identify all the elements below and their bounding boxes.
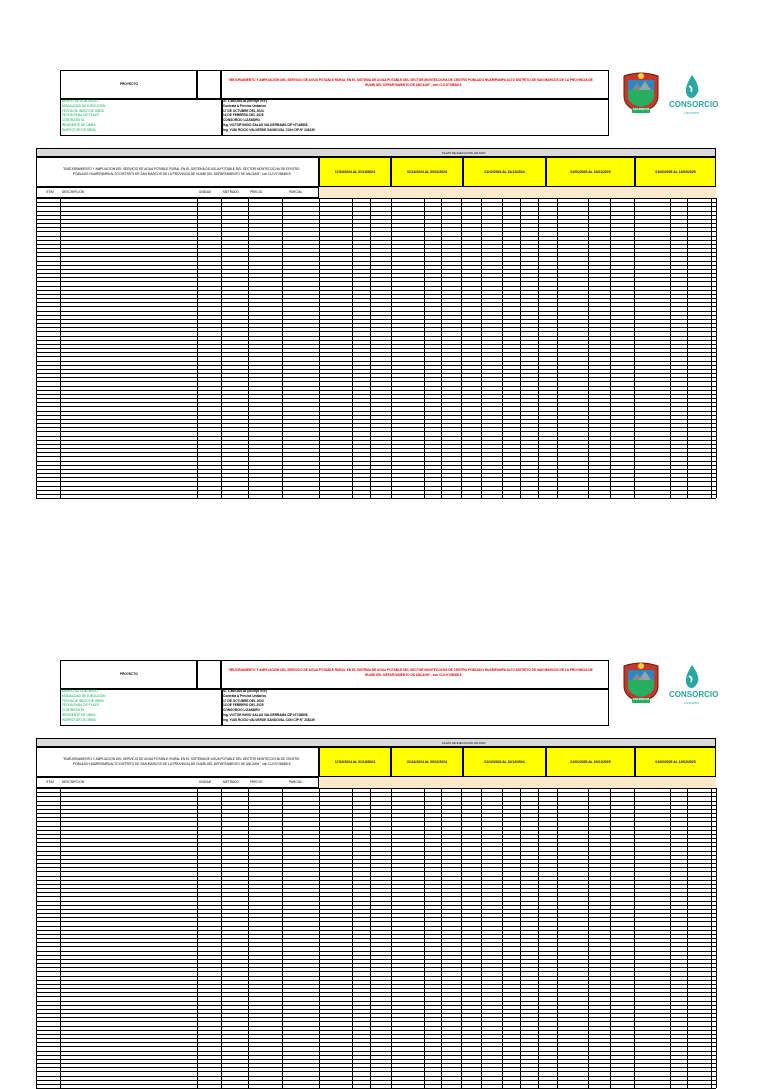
column-header: PRECIO (250, 190, 263, 194)
subtitle-line1: "EMEJORAMIENTO Y AMPLIACION DEL SERVICIO DE AGUA POTABLE RURAL EN EL SISTEMA DE AGUA POTABLE DEL SECTOR MONTECOCHA DE CENTRO (63, 167, 300, 171)
grid-row-line (36, 311, 716, 312)
info-value: 13 DE FEBRERO DEL 2025 (223, 703, 264, 708)
grid-row-line (36, 901, 716, 902)
grid-col-line (197, 198, 198, 498)
grid-col-line (248, 788, 249, 1088)
grid-col-line (610, 198, 611, 498)
grid-row-line (36, 315, 716, 316)
grid-row-line (36, 863, 716, 864)
column-header: UNIDAD (199, 190, 212, 194)
grid-col-line (370, 788, 371, 1088)
info-value: 13 DE FEBRERO DEL 2025 (223, 113, 264, 118)
proyecto-label: PROYECTO (120, 672, 138, 676)
grid-row-line (36, 202, 716, 203)
grid-row-line (36, 340, 716, 341)
info-label: FECHA DE INICIO DE OBRA (62, 698, 104, 703)
period-header: 01/02/2025 AL 13/02/2025 (635, 157, 716, 187)
grid-row-line (36, 481, 716, 482)
subtitle-cell (36, 747, 319, 777)
grid-col-line (319, 198, 320, 498)
period-header: 01/01/2025 AL 31/01/2025 (546, 747, 635, 777)
info-label: INSPECTOR DE OBRA (62, 717, 96, 722)
grid-row-line (36, 821, 716, 822)
grid-row-line (36, 976, 716, 977)
grid-row-line (36, 369, 716, 370)
info-value: Ing. VICTOR INIGO SALAS VALDERRAMA CIP N°136808 (223, 713, 308, 717)
grid-col-line (502, 198, 503, 498)
grid-row-line (36, 261, 716, 262)
crest-label: SAN MARCOS (633, 108, 650, 111)
grid-row-line (36, 809, 716, 810)
grid-row-line (36, 938, 716, 939)
project-title-line2: HUARI DEL DEPARTAMENTO DE ANCASH", con CUI N°2563819 (365, 673, 462, 677)
grid-col-line (588, 198, 589, 498)
column-header: PARCIAL (289, 190, 303, 194)
info-value: 17 DE OCTUBRE DEL 2024 (223, 108, 264, 113)
info-value: S/. 1,869,308.83 (Incluye IGV) (223, 689, 267, 693)
grid-col-line (538, 788, 539, 1088)
grid-row-line (36, 406, 716, 407)
municipal-crest-logo (620, 70, 662, 114)
grid-row-line (36, 498, 716, 499)
column-header: DESCRIPCION (62, 190, 85, 194)
grid-col-line (557, 198, 558, 498)
info-label: FECHA FINAL DE PLAZO (62, 703, 100, 708)
grid-col-line (670, 788, 671, 1088)
grid-row-line (36, 244, 716, 245)
grid-row-line (36, 477, 716, 478)
column-header: UNIDAD (199, 780, 212, 784)
grid-row-line (36, 880, 716, 881)
info-value: S/. 1,869,308.83 (Incluye IGV) (223, 99, 267, 103)
info-label: MODALIDAD DE EJECUCION (62, 103, 106, 108)
grid-row-line (36, 951, 716, 952)
grid-row-line (36, 992, 716, 993)
grid-row-line (36, 319, 716, 320)
grid-row-line (36, 1021, 716, 1022)
grid-row-line (36, 390, 716, 391)
grid-row-line (36, 851, 716, 852)
grid-row-line (36, 859, 716, 860)
grid-row-line (36, 1084, 716, 1085)
column-header: PARCIAL (289, 780, 303, 784)
project-title-cell (221, 660, 609, 689)
grid-col-line (670, 198, 671, 498)
grid-row-line (36, 988, 716, 989)
info-label: FECHA FINAL DE PLAZO (62, 113, 100, 118)
info-value: Ing. YUDI ROCIO VALVERDE SANDOVAL CON CIP N° 238139 (223, 127, 315, 132)
grid-row-line (36, 386, 716, 387)
grid-row-line (36, 465, 716, 466)
info-label: FECHA DE INICIO DE OBRA (62, 108, 104, 113)
grid-col-line (557, 788, 558, 1088)
grid-col-line (424, 198, 425, 498)
grid-row-line (36, 1017, 716, 1018)
grid-row-line (36, 955, 716, 956)
consorcio-logo (667, 70, 717, 118)
grid-row-line (36, 344, 716, 345)
grid-row-line (36, 381, 716, 382)
grid-row-line (36, 855, 716, 856)
grid-row-line (36, 302, 716, 303)
grid-col-line (391, 788, 392, 1088)
grid-row-line (36, 227, 716, 228)
grid-row-line (36, 277, 716, 278)
grid-row-line (36, 1034, 716, 1035)
grid-row-line (36, 846, 716, 847)
grid-row-line (36, 327, 716, 328)
grid-row-line (36, 788, 716, 789)
grid-row-line (36, 1026, 716, 1027)
grid-col-line (520, 788, 521, 1088)
grid-row-line (36, 419, 716, 420)
info-value: Ing. VICTOR INIGO SALAS VALDERRAMA CIP N°136808 (223, 123, 308, 127)
grid-row-line (36, 269, 716, 270)
spacer-cell (197, 660, 221, 689)
grid-row-line (36, 967, 716, 968)
grid-col-line (711, 198, 712, 498)
grid-row-line (36, 813, 716, 814)
consorcio-logo (667, 660, 717, 708)
grid-col-line (481, 788, 482, 1088)
grid-row-line (36, 440, 716, 441)
period-header: 01/12/2024 AL 31/12/2024 (463, 747, 546, 777)
spacer-cell (197, 70, 221, 99)
grid-row-line (36, 252, 716, 253)
grid-col-line (248, 198, 249, 498)
info-value: 17 DE OCTUBRE DEL 2024 (223, 698, 264, 703)
grid-col-line (221, 788, 222, 1088)
column-header: METRADO (223, 190, 239, 194)
grid-row-line (36, 494, 716, 495)
grid-col-line (352, 788, 353, 1088)
grid-col-line (319, 788, 320, 1088)
info-label: CONTRATISTA (62, 118, 85, 123)
grid-row-line (36, 431, 716, 432)
grid-row-line (36, 834, 716, 835)
grid-row-line (36, 486, 716, 487)
info-label: RESIDENTE DE OBRA (62, 123, 96, 127)
grid-col-line (441, 788, 442, 1088)
info-value: Contrata A Precios Unitarios (223, 103, 267, 108)
grid-row-line (36, 884, 716, 885)
grid-row-line (36, 913, 716, 914)
grid-row-line (36, 223, 716, 224)
grid-row-line (36, 888, 716, 889)
consorcio-sub: LIZANDRO (684, 701, 700, 705)
grid-col-line (391, 198, 392, 498)
grid-row-line (36, 805, 716, 806)
grid-col-line (221, 198, 222, 498)
column-header: ITEM (46, 780, 54, 784)
proyecto-cell (60, 70, 197, 99)
grid-row-line (36, 490, 716, 491)
grid-row-line (36, 290, 716, 291)
grid-col-line (36, 788, 37, 1088)
orange-header-strip (319, 777, 716, 788)
info-label: CONTRATISTA (62, 708, 85, 713)
grid-row-line (36, 930, 716, 931)
grid-row-line (36, 830, 716, 831)
info-value: CONSORCIO LIZANDRO (223, 118, 261, 123)
grid-row-line (36, 356, 716, 357)
grid-row-line (36, 423, 716, 424)
grid-row-line (36, 402, 716, 403)
grid-row-line (36, 256, 716, 257)
grid-row-line (36, 361, 716, 362)
grid-col-line (481, 198, 482, 498)
grid-row-line (36, 942, 716, 943)
info-label: INSPECTOR DE OBRA (62, 127, 96, 132)
column-header: PRECIO (250, 780, 263, 784)
grid-row-line (36, 980, 716, 981)
grid-row-line (36, 1080, 716, 1081)
plazo-band (36, 148, 716, 157)
consorcio-name: CONSORCIO (669, 100, 719, 109)
grid-row-line (36, 298, 716, 299)
consorcio-sub: LIZANDRO (684, 111, 700, 115)
grid-col-line (610, 788, 611, 1088)
grid-col-line (716, 788, 717, 1088)
info-value: CONSORCIO LIZANDRO (223, 708, 261, 713)
grid-row-line (36, 281, 716, 282)
grid-row-line (36, 792, 716, 793)
grid-col-line (520, 198, 521, 498)
grid-row-line (36, 934, 716, 935)
grid-row-line (36, 842, 716, 843)
project-title-cell (221, 70, 609, 99)
grid-col-line (711, 788, 712, 1088)
grid-row-line (36, 206, 716, 207)
grid-col-line (370, 198, 371, 498)
grid-row-line (36, 286, 716, 287)
period-header: 01/11/2024 AL 30/11/2024 (391, 157, 463, 187)
grid-row-line (36, 905, 716, 906)
grid-row-line (36, 796, 716, 797)
water-drop-icon (682, 74, 702, 100)
subtitle-cell (36, 157, 319, 187)
grid-row-line (36, 876, 716, 877)
grid-row-line (36, 469, 716, 470)
grid-col-line (60, 788, 61, 1088)
grid-row-line (36, 461, 716, 462)
grid-row-line (36, 215, 716, 216)
grid-row-line (36, 984, 716, 985)
grid-row-line (36, 411, 716, 412)
grid-row-line (36, 871, 716, 872)
info-label: MONTO DE CONTRATO (62, 689, 98, 693)
grid-row-line (36, 917, 716, 918)
grid-col-line (634, 788, 635, 1088)
grid-row-line (36, 946, 716, 947)
plazo-band (36, 738, 716, 747)
grid-row-line (36, 273, 716, 274)
info-label: MONTO DE CONTRATO (62, 99, 98, 103)
schedule-grid (36, 788, 716, 1088)
grid-col-line (36, 198, 37, 498)
grid-row-line (36, 1059, 716, 1060)
grid-row-line (36, 336, 716, 337)
grid-row-line (36, 1055, 716, 1056)
proyecto-cell (60, 660, 197, 689)
period-header: 01/01/2025 AL 31/01/2025 (546, 157, 635, 187)
grid-row-line (36, 448, 716, 449)
grid-row-line (36, 817, 716, 818)
grid-row-line (36, 365, 716, 366)
grid-col-line (588, 788, 589, 1088)
subtitle-line2: POBLADO HUARIPAMPA ALTO DISTRITO DE SAN MARCOS DE LA PROVINCIA DE HUARI DEL DEPARTAMENTO DE ANCASH", con CUI N°2563819 (73, 762, 291, 766)
grid-col-line (461, 198, 462, 498)
grid-col-line (634, 198, 635, 498)
grid-row-line (36, 1063, 716, 1064)
subtitle-line2: POBLADO HUARIPAMPA ALTO DISTRITO DE SAN MARCOS DE LA PROVINCIA DE HUARI DEL DEPARTAMENTO DE ANCASH", con CUI N°2563819 (73, 172, 291, 176)
grid-row-line (36, 377, 716, 378)
grid-row-line (36, 427, 716, 428)
info-label: RESIDENTE DE OBRA (62, 713, 96, 717)
grid-row-line (36, 1042, 716, 1043)
grid-row-line (36, 248, 716, 249)
subtitle-line1: "EMEJORAMIENTO Y AMPLIACION DEL SERVICIO DE AGUA POTABLE RURAL EN EL SISTEMA DE AGUA POTABLE DEL SECTOR MONTECOCHA DE CENTRO (63, 757, 300, 761)
grid-row-line (36, 892, 716, 893)
period-header: 01/11/2024 AL 30/11/2024 (391, 747, 463, 777)
grid-row-line (36, 1067, 716, 1068)
grid-col-line (538, 198, 539, 498)
project-title-line2: HUARI DEL DEPARTAMENTO DE ANCASH", con CUI N°2563819 (365, 83, 462, 87)
period-header: 17/10/2024 AL 31/10/2024 (319, 157, 391, 187)
grid-row-line (36, 959, 716, 960)
grid-col-line (716, 198, 717, 498)
grid-row-line (36, 838, 716, 839)
info-value: Ing. YUDI ROCIO VALVERDE SANDOVAL CON CIP N° 238139 (223, 717, 315, 722)
grid-row-line (36, 1009, 716, 1010)
grid-row-line (36, 801, 716, 802)
grid-row-line (36, 306, 716, 307)
project-title-line1: "MEJORAMIENTO Y AMPLIACION DEL SERVICIO DE AGUA POTABLE RURAL EN EL SISTEMA DE AGUA POTABLE DEL SECTOR MONTECOCHA DE CENTRO POBLADO HUARIPAMPA ALTO DISTRITO DE SAN MARCOS DE LA PROVINCIA DE (228, 78, 593, 82)
grid-col-line (282, 198, 283, 498)
municipal-crest-logo (620, 660, 662, 704)
period-header: 17/10/2024 AL 31/10/2024 (319, 747, 391, 777)
grid-col-line (687, 198, 688, 498)
grid-row-line (36, 394, 716, 395)
grid-row-line (36, 996, 716, 997)
grid-row-line (36, 331, 716, 332)
plazo-label: PLAZO DE EJECUCION 120 DIAS (442, 151, 486, 155)
info-block (60, 99, 609, 136)
grid-row-line (36, 1030, 716, 1031)
period-header: 01/02/2025 AL 13/02/2025 (635, 747, 716, 777)
grid-row-line (36, 473, 716, 474)
period-header: 01/12/2024 AL 31/12/2024 (463, 157, 546, 187)
grid-row-line (36, 456, 716, 457)
grid-row-line (36, 373, 716, 374)
grid-col-line (352, 198, 353, 498)
grid-row-line (36, 444, 716, 445)
info-block (60, 689, 609, 726)
grid-col-line (424, 788, 425, 1088)
grid-row-line (36, 926, 716, 927)
grid-row-line (36, 323, 716, 324)
grid-row-line (36, 971, 716, 972)
grid-row-line (36, 211, 716, 212)
info-label: MODALIDAD DE EJECUCION (62, 693, 106, 698)
orange-header-strip (319, 187, 716, 198)
water-drop-icon (682, 664, 702, 690)
grid-row-line (36, 909, 716, 910)
grid-row-line (36, 236, 716, 237)
grid-row-line (36, 348, 716, 349)
consorcio-name: CONSORCIO (669, 690, 719, 699)
grid-row-line (36, 436, 716, 437)
grid-col-line (282, 788, 283, 1088)
grid-col-line (60, 198, 61, 498)
grid-row-line (36, 1046, 716, 1047)
grid-row-line (36, 1051, 716, 1052)
grid-row-line (36, 415, 716, 416)
grid-col-line (461, 788, 462, 1088)
grid-row-line (36, 452, 716, 453)
proyecto-label: PROYECTO (120, 82, 138, 86)
grid-row-line (36, 294, 716, 295)
schedule-grid (36, 198, 716, 498)
grid-col-line (197, 788, 198, 1088)
grid-row-line (36, 867, 716, 868)
grid-row-line (36, 1005, 716, 1006)
grid-col-line (687, 788, 688, 1088)
column-header: DESCRIPCION (62, 780, 85, 784)
grid-row-line (36, 896, 716, 897)
grid-row-line (36, 352, 716, 353)
grid-row-line (36, 826, 716, 827)
grid-row-line (36, 963, 716, 964)
plazo-label: PLAZO DE EJECUCION 120 DIAS (442, 741, 486, 745)
grid-row-line (36, 1001, 716, 1002)
info-value: Contrata A Precios Unitarios (223, 693, 267, 698)
grid-row-line (36, 1038, 716, 1039)
grid-row-line (36, 219, 716, 220)
grid-col-line (441, 198, 442, 498)
column-header: ITEM (46, 190, 54, 194)
project-title-line1: "MEJORAMIENTO Y AMPLIACION DEL SERVICIO DE AGUA POTABLE RURAL EN EL SISTEMA DE AGUA POTABLE DEL SECTOR MONTECOCHA DE CENTRO POBLADO HUARIPAMPA ALTO DISTRITO DE SAN MARCOS DE LA PROVINCIA DE (228, 668, 593, 672)
grid-row-line (36, 398, 716, 399)
column-header: METRADO (223, 780, 239, 784)
crest-label: SAN MARCOS (633, 698, 650, 701)
grid-row-line (36, 231, 716, 232)
grid-row-line (36, 265, 716, 266)
grid-row-line (36, 1013, 716, 1014)
grid-row-line (36, 1076, 716, 1077)
grid-row-line (36, 1071, 716, 1072)
grid-row-line (36, 921, 716, 922)
grid-row-line (36, 240, 716, 241)
grid-col-line (502, 788, 503, 1088)
grid-row-line (36, 198, 716, 199)
